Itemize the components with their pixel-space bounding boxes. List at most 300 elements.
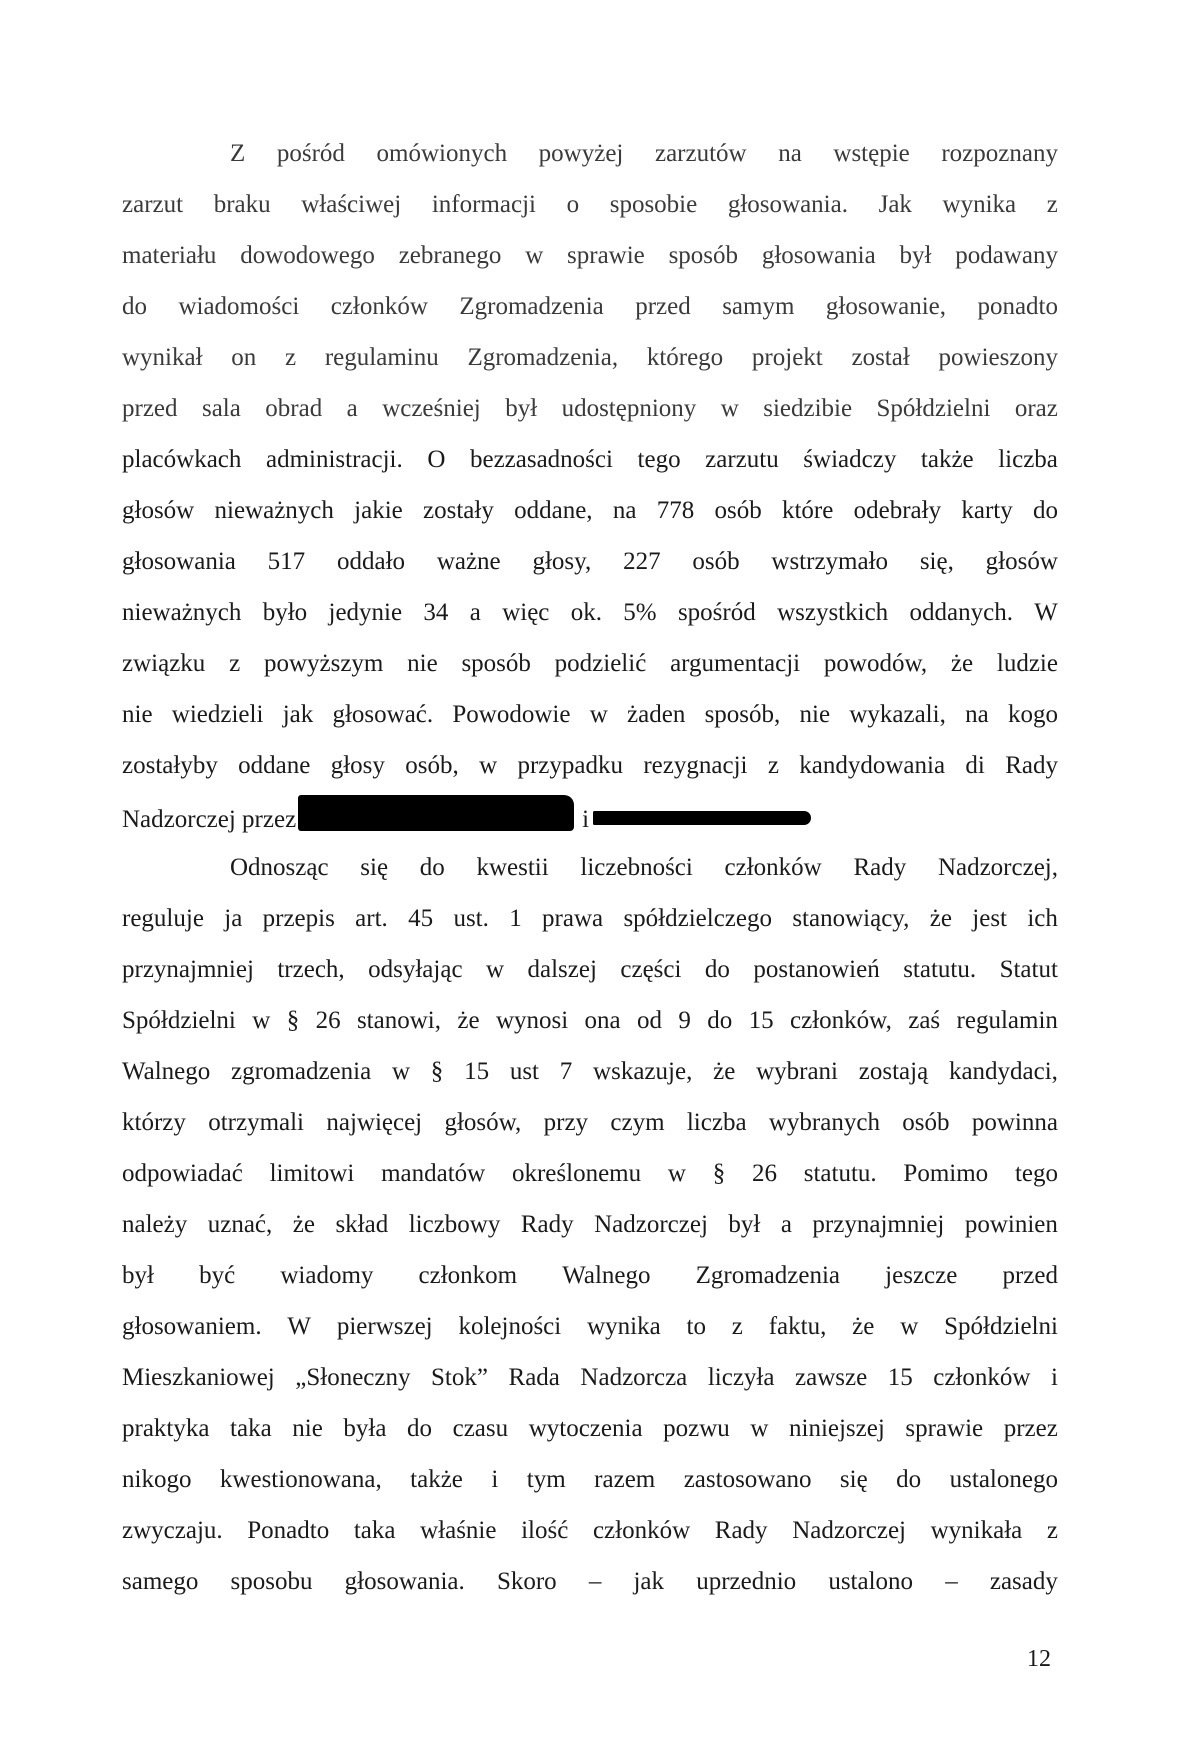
word: była [343, 1415, 387, 1442]
word: Spółdzielni [944, 1313, 1058, 1340]
word: oddanych. [909, 599, 1013, 626]
word: nie [122, 701, 153, 728]
word: wybrani [756, 1058, 838, 1085]
word: ustalono [828, 1568, 914, 1595]
word: Pomimo [903, 1160, 989, 1187]
word: z [285, 344, 297, 371]
word: jest [972, 905, 1007, 932]
word: że [713, 1058, 736, 1085]
word: zarzutu [705, 446, 779, 473]
word: kogo [1007, 701, 1058, 728]
word: Ponadto [247, 1517, 330, 1544]
word: dowodowego [240, 242, 375, 269]
word: do [419, 854, 445, 881]
word: przez [1003, 1415, 1058, 1442]
word: członków [330, 293, 428, 320]
text-line [122, 1301, 1058, 1352]
text-line [122, 587, 1058, 638]
word: sposób [461, 650, 531, 677]
word: nieważnych [214, 497, 334, 524]
word: sala [201, 395, 241, 422]
word: rozpoznany [941, 140, 1058, 167]
word: Spółdzielni [122, 1007, 236, 1034]
word: § [430, 1058, 444, 1085]
word: pierwszej [336, 1313, 433, 1340]
text-line [122, 893, 1058, 944]
word: – [588, 1568, 602, 1595]
word: pośród [276, 140, 345, 167]
word: Rady [714, 1517, 768, 1544]
word: które [781, 497, 834, 524]
word: w [486, 956, 505, 983]
word: do [407, 1415, 433, 1442]
word: Skoro [496, 1568, 557, 1595]
word: nie [799, 701, 831, 728]
word: wykazali, [849, 701, 946, 728]
word: ja [224, 905, 243, 932]
word: oddane, [514, 497, 593, 524]
word: taka [230, 1415, 272, 1442]
text-line [122, 1556, 1058, 1607]
word: otrzymali [208, 1109, 305, 1136]
word: z [1046, 1517, 1058, 1544]
word: reguluje [122, 905, 204, 932]
word: do [707, 1007, 733, 1034]
word: mandatów [381, 1160, 486, 1187]
word: sposób, [704, 701, 781, 728]
word: a [346, 395, 358, 422]
word: głosowania [122, 548, 236, 575]
word: głosy [330, 752, 385, 779]
word: nikogo [122, 1466, 192, 1493]
word: kwestionowana, [219, 1466, 382, 1493]
word: Rady [1005, 752, 1058, 779]
word: Zgromadzenia, [467, 344, 619, 371]
word: wstępie [833, 140, 910, 167]
word: § [286, 1007, 300, 1034]
word: ważne [436, 548, 501, 575]
word: był [899, 242, 932, 269]
word: wytoczenia [528, 1415, 643, 1442]
word: argumentacji [670, 650, 801, 677]
word: sposób [668, 242, 739, 269]
word: ustalonego [949, 1466, 1058, 1493]
word: w [900, 1313, 919, 1340]
word: W [1034, 599, 1058, 626]
word: sposobu [230, 1568, 313, 1595]
word: zwyczaju. [122, 1517, 223, 1544]
word: także [920, 446, 974, 473]
word: samym [722, 293, 795, 320]
word: z [767, 752, 779, 779]
word: wynikała [930, 1517, 1023, 1544]
word: spośród [677, 599, 756, 626]
word: powinna [971, 1109, 1058, 1136]
word: uznać, [207, 1211, 273, 1238]
word: części [620, 956, 682, 983]
word: głosowania. [344, 1568, 465, 1595]
text-line [122, 383, 1058, 434]
text-line [122, 1403, 1058, 1454]
word: wcześniej [382, 395, 481, 422]
word: z [1046, 191, 1058, 218]
word: 15 [887, 1364, 913, 1391]
word: wskazuje, [593, 1058, 693, 1085]
text-line [122, 1454, 1058, 1505]
word: faktu, [768, 1313, 827, 1340]
word: w [589, 701, 608, 728]
word: także [410, 1466, 463, 1493]
word: Jak [878, 191, 912, 218]
word: wiedzieli [171, 701, 264, 728]
word: na [965, 701, 989, 728]
word: Walnego [122, 1058, 211, 1085]
redacted-line [122, 791, 1058, 842]
word: przed [122, 395, 178, 422]
word: udostępniony [561, 395, 697, 422]
word: zarzut [122, 191, 184, 218]
text-line [122, 1199, 1058, 1250]
text-line [122, 689, 1058, 740]
word: wynika [587, 1313, 661, 1340]
word: 15 [748, 1007, 774, 1034]
word: statutu. [803, 1160, 877, 1187]
word: w [391, 1058, 411, 1085]
word: z [229, 650, 241, 677]
word: 227 [623, 548, 661, 575]
word: braku [213, 191, 271, 218]
word: ust [509, 1058, 540, 1085]
word: Nadzorczej, [937, 854, 1058, 881]
word: jak [633, 1568, 665, 1595]
text-line [122, 332, 1058, 383]
text-line [122, 281, 1058, 332]
word: limitowi [269, 1160, 355, 1187]
word: on [231, 344, 257, 371]
word: zastosowano [683, 1466, 812, 1493]
word: zostałyby [122, 752, 218, 779]
word: Stok” [431, 1364, 488, 1391]
text-line [122, 179, 1058, 230]
word: odpowiadać [122, 1160, 243, 1187]
word: żaden [627, 701, 686, 728]
word: Nadzorczej [594, 1211, 708, 1238]
word: że [950, 650, 974, 677]
word: głosowaniem. [122, 1313, 262, 1340]
word: 45 [408, 905, 434, 932]
word: w [720, 395, 739, 422]
word: głosów, [444, 1109, 522, 1136]
word: trzech, [277, 956, 345, 983]
word: sposobie [609, 191, 698, 218]
word: Zgromadzenia [459, 293, 604, 320]
word: jakie [354, 497, 403, 524]
word: należy [122, 1211, 188, 1238]
word: zostały [423, 497, 494, 524]
word: art. [355, 905, 388, 932]
word: zarzutów [654, 140, 747, 167]
word: ilość [521, 1517, 569, 1544]
word: członków [592, 1517, 691, 1544]
word: wiadomy [280, 1262, 374, 1289]
word: do [704, 956, 730, 983]
word: Mieszkaniowej [122, 1364, 275, 1391]
word: powieszony [938, 344, 1058, 371]
word: był [122, 1262, 154, 1289]
word: regulamin [956, 1007, 1058, 1034]
word: przed [635, 293, 691, 320]
word: osób, [405, 752, 459, 779]
word: bezzasadności [469, 446, 613, 473]
word: świadczy [803, 446, 897, 473]
word: Powodowie [452, 701, 571, 728]
word: ponadto [977, 293, 1058, 320]
word: Zgromadzenia [695, 1262, 841, 1289]
word: Rada [508, 1364, 560, 1391]
word: 9 [678, 1007, 691, 1034]
word: głosów [985, 548, 1058, 575]
word: w [667, 1160, 686, 1187]
word: w [252, 1007, 271, 1034]
word: powinien [964, 1211, 1058, 1238]
word: w [479, 752, 498, 779]
word: głosowania [761, 242, 876, 269]
word: podzielić [554, 650, 647, 677]
word: W [287, 1313, 312, 1340]
word: był [728, 1211, 761, 1238]
word: placówkach [122, 446, 242, 473]
word: przed [1002, 1262, 1058, 1289]
text-line [122, 740, 1058, 791]
text-line [122, 1505, 1058, 1556]
word: wszystkich [777, 599, 889, 626]
word: głosowania. [727, 191, 848, 218]
word: nieważnych [122, 599, 242, 626]
text-line [122, 1046, 1058, 1097]
text-line [122, 842, 1058, 893]
word: obrad [265, 395, 323, 422]
word: określonemu [511, 1160, 642, 1187]
word: z [731, 1313, 743, 1340]
word: przepis [262, 905, 335, 932]
word: zawsze [795, 1364, 868, 1391]
word: podawany [955, 242, 1058, 269]
word: sprawie [905, 1415, 984, 1442]
word: powodów, [823, 650, 928, 677]
word: tego [1014, 1160, 1058, 1187]
word: członków [724, 854, 822, 881]
text-line [122, 536, 1058, 587]
word: oddało [336, 548, 406, 575]
word: taka [353, 1517, 396, 1544]
word: tym [526, 1466, 566, 1493]
word: właśnie [420, 1517, 497, 1544]
word: jedynie [328, 599, 403, 626]
text-line [122, 230, 1058, 281]
word: niniejszej [789, 1415, 885, 1442]
word: się [839, 1466, 868, 1493]
word: wstrzymało [771, 548, 889, 575]
word: że [292, 1211, 315, 1238]
word: § [712, 1160, 726, 1187]
word: to [686, 1313, 706, 1340]
word: 26 [751, 1160, 777, 1187]
word: pozwu [663, 1415, 730, 1442]
page-number: 12 [1027, 1646, 1051, 1672]
text-line [122, 128, 1058, 179]
word: się [360, 854, 389, 881]
word: statutu. [903, 956, 977, 983]
word: jeszcze [885, 1262, 958, 1289]
redacted-line-conjunction: i [582, 806, 590, 833]
word: 517 [267, 548, 306, 575]
word: którego [646, 344, 724, 371]
word: czym [610, 1109, 665, 1136]
word: powyższym [263, 650, 384, 677]
word: liczebności [580, 854, 693, 881]
word: Statut [999, 956, 1058, 983]
word: którzy [122, 1109, 186, 1136]
word: że [457, 1007, 480, 1034]
word: oddane [238, 752, 311, 779]
word: informacji [431, 191, 536, 218]
word: wiadomości [178, 293, 300, 320]
word: O [427, 446, 446, 473]
word: razem [594, 1466, 656, 1493]
word: członków [933, 1364, 1031, 1391]
word: – [945, 1568, 958, 1595]
redaction-block [593, 811, 811, 825]
word: było [262, 599, 308, 626]
word: zgromadzenia [231, 1058, 372, 1085]
word: stanowiący, [792, 905, 910, 932]
word: zasady [989, 1568, 1058, 1595]
word: liczba [998, 446, 1058, 473]
word: do [1032, 497, 1058, 524]
word: 5% [623, 599, 657, 626]
word: związku [122, 650, 206, 677]
word: w [525, 242, 544, 269]
word: na [612, 497, 637, 524]
word: omówionych [376, 140, 508, 167]
text-line [122, 434, 1058, 485]
word: właściwej [301, 191, 402, 218]
word: liczbowy [408, 1211, 501, 1238]
word: przy [543, 1109, 589, 1136]
word: ok. [570, 599, 602, 626]
word: był [505, 395, 538, 422]
word: do [122, 293, 147, 320]
word: o [566, 191, 580, 218]
word: stanowi, [356, 1007, 441, 1034]
document-body [122, 128, 1058, 1607]
word: zostają [858, 1058, 929, 1085]
word: spółdzielczego [623, 905, 772, 932]
word: wynosi [495, 1007, 569, 1034]
word: uprzednio [696, 1568, 797, 1595]
word: przypadku [517, 752, 624, 779]
word: wynikał [122, 344, 203, 371]
word: przynajmniej [122, 956, 254, 983]
word: na [778, 140, 802, 167]
word: Rady [520, 1211, 574, 1238]
word: tego [637, 446, 681, 473]
word: dalszej [527, 956, 597, 983]
word: „Słoneczny [295, 1364, 411, 1391]
word: odsyłając [368, 956, 463, 983]
word: kandydowania [799, 752, 946, 779]
word: Rady [853, 854, 907, 881]
word: ich [1027, 905, 1058, 932]
word: ust. [453, 905, 489, 932]
word: odebrały [853, 497, 942, 524]
word: nie [292, 1415, 323, 1442]
word: 7 [559, 1058, 573, 1085]
word: 15 [464, 1058, 490, 1085]
word: nie [407, 650, 438, 677]
word: członkom [418, 1262, 518, 1289]
text-line [122, 1250, 1058, 1301]
word: głosów [122, 497, 195, 524]
text-line [122, 485, 1058, 536]
word: najwięcej [326, 1109, 423, 1136]
text-line [122, 944, 1058, 995]
word: i [491, 1466, 499, 1493]
word: 26 [315, 1007, 341, 1034]
word: materiału [122, 242, 217, 269]
word: ludzie [996, 650, 1058, 677]
word: osób [692, 548, 740, 575]
word: postanowień [753, 956, 880, 983]
text-line [122, 1352, 1058, 1403]
word: wybranych [768, 1109, 880, 1136]
word: być [199, 1262, 236, 1289]
word: praktyka [122, 1415, 210, 1442]
word: Z [230, 140, 246, 167]
word: di [965, 752, 985, 779]
word: siedzibie [763, 395, 853, 422]
word: w [750, 1415, 769, 1442]
text-line [122, 995, 1058, 1046]
word: osób [902, 1109, 950, 1136]
word: Odnosząc [230, 854, 329, 881]
word: od [637, 1007, 663, 1034]
word: zaś [908, 1007, 941, 1034]
word: regulaminu [324, 344, 439, 371]
word: kwestii [476, 854, 549, 881]
word: do [896, 1466, 922, 1493]
word: sprawie [567, 242, 645, 269]
word: liczyła [707, 1364, 775, 1391]
word: został [851, 344, 910, 371]
word: skład [335, 1211, 389, 1238]
word: że [929, 905, 952, 932]
word: 1 [509, 905, 522, 932]
word: się, [919, 548, 954, 575]
word: kandydaci, [948, 1058, 1058, 1085]
redaction-block [298, 795, 574, 831]
word: a [780, 1211, 792, 1238]
word: prawa [542, 905, 604, 932]
word: 778 [656, 497, 695, 524]
word: administracji. [265, 446, 403, 473]
word: oraz [1014, 395, 1058, 422]
word: powyżej [538, 140, 624, 167]
word: jak [282, 701, 314, 728]
word: głosy, [532, 548, 592, 575]
word: głosować. [332, 701, 434, 728]
text-line [122, 1148, 1058, 1199]
